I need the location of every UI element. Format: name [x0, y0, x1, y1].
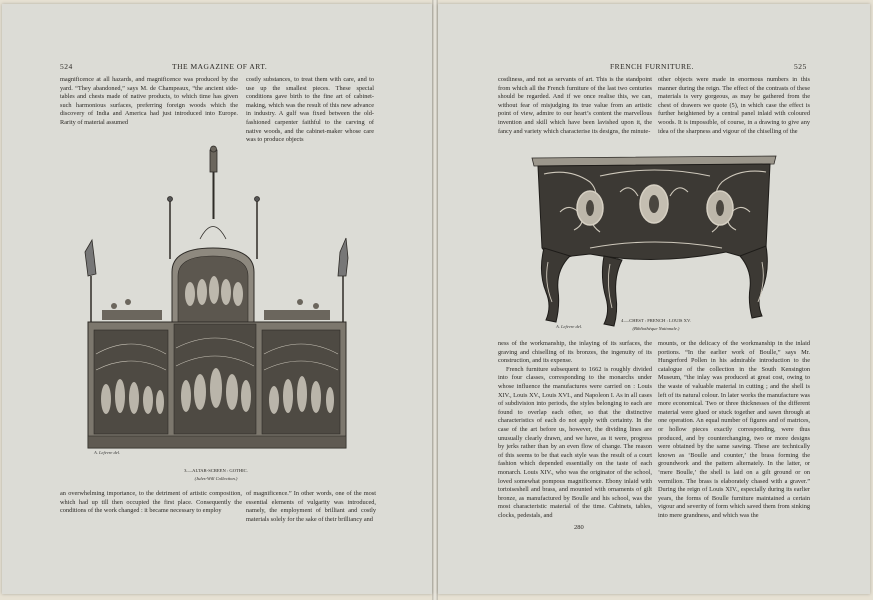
- left-illustration-caption: 3.—ALTAR-SCREEN : GOTHIC.: [184, 468, 248, 473]
- signature-mark: 280: [574, 524, 584, 531]
- right-illustration-credit: (Bibliothèque Nationale.): [632, 326, 680, 331]
- right-page: [438, 4, 870, 594]
- right-bottom-left-column: [498, 340, 652, 520]
- left-page: [2, 4, 432, 594]
- paragraph: French furniture subsequent to 1662 is roughly divided into four classes, corresponding to the monarchs under whose influence the manufactures were carried on : Louis XIV., Louis XV., Louis XVI., and Napoleon I. As in all cases of subdivision into periods, the styles belonging to each are found to overlap each other, so that the distinctive characteristics of each do not apply with certainty. In the case of the art before us, however, the dividing lines are unusually clearly drawn, and we have, as it were, progress by jerks rather than by an even flow of change. The reason of this seems to be that each style was the result of a court fashion which depended essentially on the taste of each monarch. Louis XIV., who was the originator of the school, loved somewhat pompous magnificence. Ebony inlaid with tortoiseshell and brass, and mounted with ornaments of gilt bronze, as manufactured by Boulle and his school, was the most characteristic material of the time. Cabinets, tables, clocks, pedestals, and: [498, 365, 652, 519]
- right-bottom-right-column: [658, 340, 810, 522]
- right-illustration-caption: 4.—CHEST : FRENCH : LOUIS XV.: [621, 318, 691, 323]
- paragraph: of magnificence.” In other words, one of the most essential elements of vulgarity was introduced, namely, the employment of brilliant and costly materials solely for the sake of their brilliancy and: [246, 490, 376, 523]
- altar-signature: A. Lefevre del.: [94, 450, 121, 455]
- paragraph: costly substances, to treat them with care, and to use up the smallest pieces. These special conditions gave birth to the fine art of cabinet-making, which was the result of this new advance in industry. A gulf was fixed between the old-fashioned carpenter faithful to the carving of native woods, and the cabinet-maker whose care was to produce objects: [246, 76, 374, 144]
- commode-illustration: [530, 152, 780, 330]
- left-bottom-left-column: [60, 490, 242, 530]
- paragraph: magnificence at all hazards, and magnificence was produced by the yard. “They abandoned,” says M. de Champeaux, “the ancient side-tables and chests made of native products, to which time has given such harmonious surfaces, preferring foreign woods which the discovery of India and America had just introduced into Europe. Rarity of material assumed: [60, 76, 238, 126]
- paragraph: other objects were made in enormous numbers in this manner during the reign. The effect of the contrasts of these materials is very gorgeous, as may be gathered from the chest of drawers we quote (5), in which case the effect is further heightened by a central panel inlaid with coloured woods. It is impossible, of course, in a drawing to give any idea of the sharpness and vigour of the chiselling of the: [658, 76, 810, 135]
- right-top-left-column: [498, 76, 652, 146]
- paragraph: ness of the workmanship, the inlaying of its surfaces, the graving and chiselling of its bronzes, the ingenuity of its construction, and its expense.: [498, 340, 652, 365]
- left-top-left-column: [60, 76, 238, 138]
- paragraph: an overwhelming importance, to the detriment of artistic composition, which had up till then occupied the first place. Consequently the conditions of the work changed : it became necessary to employ: [60, 490, 242, 515]
- left-illustration-credit: (Jules-Will Collection.): [194, 476, 238, 481]
- right-running-title: FRENCH FURNITURE.: [610, 62, 694, 71]
- paragraph: mounts, or the delicacy of the workmanship in the inlaid portions. “In the earlier work of Boulle,” says Mr. Hungerford Pollen in his admirable introduction to the catalogue of the collection in the South Kensington Museum, “the inlay was produced at great cost, owing to the waste of valuable material in cutting ; and the shell is left of its natural colour. In later works the manufacture was more economical. Two or three thicknesses of the different material were glued or stuck together and sawn through at one operation. An equal number of figures and of matrices, or hollow pieces exactly corresponding, were thus produced, and by counterchanging, two or more designs were obtained by the same sawing. These are technically known as ‘Boulle and counter,’ the brass forming the groundwork and the pattern alternately. In the latter, or ‘mere Boulle,’ the shell is laid on a gilt ground or on vermilion. The brass is elaborately chased with a graver.” During the reign of Louis XIV., especially during its earlier years, the forms of Boulle furniture maintained a certain vigour and severity of form which saved them from sinking into mere grandness, and which was the: [658, 340, 810, 519]
- left-bottom-right-column: [246, 490, 376, 530]
- left-page-number: 524: [60, 62, 73, 71]
- left-running-title: THE MAGAZINE OF ART.: [172, 62, 268, 71]
- right-page-number: 525: [794, 62, 807, 71]
- left-top-right-column: [246, 76, 374, 144]
- altar-screen-illustration: [82, 144, 352, 459]
- paragraph: costliness, and not as servants of art. This is the standpoint from which all the French furniture of the last two centuries should be regarded. And if we once realise this, we can, without fear of misjudging its true value from an artistic point of view, admire to our heart’s content the marvellous invention and skill which have been lavished upon it, the fancy and variety which characterise its designs, the minute-: [498, 76, 652, 135]
- right-top-right-column: [658, 76, 810, 146]
- commode-signature: A. Lefevre del.: [556, 324, 583, 329]
